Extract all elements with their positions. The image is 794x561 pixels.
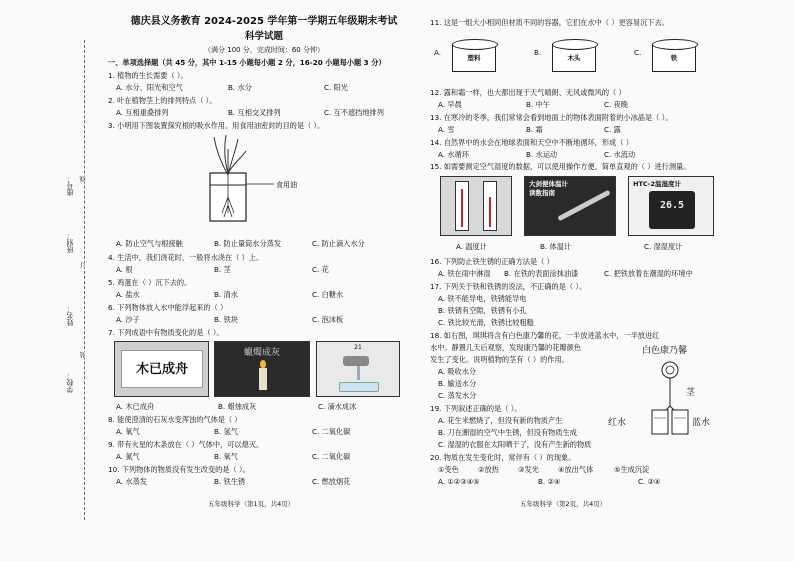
- question-18-line-2: 水中。静置几天后观察，发现康乃馨的花瓣颜色: [430, 343, 581, 352]
- option-c[interactable]: C. 花: [312, 265, 329, 274]
- option-b[interactable]: B. 防止量筒水分蒸发: [214, 239, 282, 248]
- question-13-stem: 13. 在寒冷的冬季，我们常常会看到地面上的物体表面附着的小冰晶是（ ）。: [430, 113, 673, 122]
- option-b[interactable]: B. 铁锈有空隙，铁锈有小孔: [438, 306, 527, 315]
- option-b[interactable]: B. ②④: [538, 477, 561, 486]
- idiom-a-text: 木已成舟: [121, 350, 203, 388]
- question-3-stem: 3. 小明用下图装置探究根的吸水作用。用食用油密封的目的是（ ）。: [108, 121, 325, 130]
- question-19-stem: 19. 下列叙述正确的是（ ）。: [430, 404, 522, 413]
- red-water-cup: [652, 410, 668, 434]
- body-thermometer-icon: [557, 190, 611, 222]
- question-3-options: [116, 239, 365, 248]
- option-b[interactable]: B. 清水: [214, 290, 238, 299]
- question-20-options: [438, 477, 660, 486]
- phenomenon-item: ②放热: [478, 465, 499, 474]
- blue-water-label: 蓝水: [692, 418, 711, 428]
- phenomenon-item: ⑤生成沉淀: [614, 465, 650, 474]
- question-4-stem: 4. 生活中，我们浇花时，一般将水浇在（ ）上。: [108, 253, 264, 262]
- option-b[interactable]: B. 铁块: [214, 315, 238, 324]
- carnation-flower-icon: [662, 362, 678, 378]
- binding-margin: [0, 0, 95, 561]
- option-b[interactable]: B. 氢气: [214, 427, 238, 436]
- question-6-options: [116, 315, 343, 324]
- mercury-column-right: [489, 197, 491, 227]
- phenomenon-item: ③发光: [518, 465, 539, 474]
- question-14-stem: 14. 自然界中的水会在地球表面和天空中不断地循环，形成（ ）: [430, 138, 633, 147]
- question-5-stem: 5. 鸡蛋在（ ）沉下去的。: [108, 278, 192, 287]
- page-2-footer: 五年级科学（第2页，共4页）: [520, 500, 607, 508]
- option-c[interactable]: C. 湿湿度计: [644, 242, 683, 251]
- option-b[interactable]: B. 氧气: [214, 452, 238, 461]
- section-1-heading: 一、单项选择题（共 45 分，其中 1-15 小题每小题 2 分，16-20 小题每小题 3 分）: [108, 58, 386, 67]
- wood-cup: [552, 44, 596, 72]
- option-a[interactable]: A. ①②③④⑤: [438, 477, 480, 486]
- question-9-stem: 9. 带有火星的木条放在（ ）气体中，可以熄灭。: [108, 440, 264, 449]
- question-6-stem: 6. 下列物体放入水中能浮起来的（ ）: [108, 303, 228, 312]
- question-2-options: [116, 108, 384, 117]
- margin-mark-line: 线: [80, 176, 87, 182]
- option-a[interactable]: A. 温度计: [456, 242, 487, 251]
- option-a[interactable]: A. 雪: [438, 125, 455, 134]
- page-1-footer: 五年级科学（第1页，共4页）: [208, 500, 295, 508]
- option-a[interactable]: A. 互相重叠排列: [116, 108, 169, 117]
- question-7-options: [116, 402, 356, 411]
- option-b[interactable]: B. 水分: [228, 83, 252, 92]
- option-c[interactable]: C. 互不遮挡地排列: [324, 108, 384, 117]
- question-16-stem: 16. 下列防止铁生锈的正确方法是（ ）: [430, 257, 554, 266]
- option-a-mark[interactable]: A.: [434, 48, 442, 57]
- question-15-options: [456, 242, 682, 251]
- question-2-stem: 2. 叶在植物茎上的排列特点（ ）。: [108, 96, 217, 105]
- question-12-stem: 12. 露和霜一样，也大都出现于天气晴朗、无风或微风的（ ）: [430, 88, 626, 97]
- score-note: （满分 100 分，完成时间：60 分钟）: [204, 46, 324, 54]
- question-20-items: [438, 465, 649, 474]
- hygrometer-screen: [649, 191, 695, 229]
- option-c[interactable]: C. 滴水成冰: [318, 402, 357, 411]
- question-13-options: [438, 125, 621, 134]
- faucet-icon: [343, 356, 369, 366]
- question-11-stem: 11. 这是一组大小相同但材质不同的容器，它们在水中（ ）更容易沉下去。: [430, 18, 669, 27]
- question-8-stem: 8. 能使澄清的石灰水变浑浊的气体是（ ）: [108, 415, 242, 424]
- exam-title: 德庆县义务教育 2024-2025 学年第一学期五年级期末考试: [130, 16, 398, 27]
- cut-line: [84, 40, 85, 520]
- thermometer-image: [440, 176, 512, 236]
- idiom-image-b: [214, 341, 310, 397]
- question-12-options: [438, 100, 628, 109]
- option-a[interactable]: A. 防止空气与根接触: [116, 239, 183, 248]
- body-thermometer-image: [524, 176, 616, 236]
- option-c[interactable]: C. 夜晚: [604, 100, 628, 109]
- stem-label: 茎: [686, 388, 696, 398]
- idiom-image-c: [316, 341, 400, 397]
- ice-icon: [339, 382, 379, 392]
- hygrometer-image: [628, 176, 714, 236]
- page-2: [430, 0, 760, 561]
- option-b-mark[interactable]: B.: [534, 48, 542, 57]
- question-9-options: [116, 452, 350, 461]
- option-a[interactable]: A. 铁不能导电，铁锈能导电: [438, 294, 527, 303]
- idiom-b-text: 蠟燭成灰: [243, 348, 280, 358]
- oil-label: 食用油: [276, 181, 297, 189]
- option-a[interactable]: A. 水蒸发: [116, 477, 147, 486]
- plastic-label: 塑料: [467, 54, 481, 62]
- idiom-image-a: [114, 341, 209, 397]
- option-a[interactable]: A. 氮气: [116, 452, 140, 461]
- plant-leaves: [214, 135, 246, 175]
- red-water-label: 红水: [608, 418, 627, 428]
- margin-mark-bind: 装: [80, 352, 87, 358]
- option-c[interactable]: C. ②④: [638, 477, 661, 486]
- question-15-stem: 15. 如需要测定空气湿度的数据，可以使用操作方便、简单直观的（ ）进行测量。: [430, 162, 691, 171]
- page-1: [108, 0, 420, 561]
- option-b[interactable]: B. 互相交叉排列: [228, 108, 281, 117]
- question-14-options: [438, 150, 635, 159]
- option-c[interactable]: C. 二氧化碳: [312, 427, 351, 436]
- iron-cup: [652, 44, 696, 72]
- option-c[interactable]: C. 湿湿的衣服在太阳晒干了，没有产生新的物质: [438, 440, 592, 449]
- option-c[interactable]: C. 二氧化碳: [312, 452, 351, 461]
- option-b[interactable]: B. 霜: [526, 125, 543, 134]
- option-a[interactable]: A. 木已成舟: [116, 402, 155, 411]
- option-b[interactable]: B. 茎: [214, 265, 231, 274]
- question-17-stem: 17. 下列关于铁和铁锈的说法，不正确的是（ ）。: [430, 282, 587, 291]
- question-10-options: [116, 477, 350, 486]
- class-label: 班别：: [66, 232, 74, 253]
- option-c[interactable]: C. 燃放烟花: [312, 477, 351, 486]
- iron-label: 铁: [670, 54, 678, 62]
- hygrometer-reading: 26.5: [659, 200, 685, 211]
- phenomenon-item: ④放出气体: [558, 465, 594, 474]
- question-16-options: [438, 269, 693, 278]
- blue-water-cup: [672, 410, 688, 434]
- exam-subtitle: 科学试题: [244, 31, 283, 42]
- carnation-label: 白色康乃馨: [642, 346, 688, 356]
- name-label: 姓名：: [66, 305, 74, 326]
- flame-icon: [260, 360, 266, 368]
- mercury-column-left: [461, 189, 463, 227]
- question-7-stem: 7. 下列成语中有物质变化的是（ ）。: [108, 328, 224, 337]
- option-c[interactable]: C. 铁比较光滑，铁锈比较粗糙: [438, 318, 534, 327]
- body-thermometer-title: 大剑便体温计: [529, 180, 568, 188]
- school-label: 学校：: [66, 372, 74, 393]
- option-c[interactable]: C. 水流动: [604, 150, 636, 159]
- candle-icon: [259, 368, 267, 390]
- option-c-mark[interactable]: C.: [634, 48, 642, 57]
- question-1-options: [116, 83, 348, 92]
- question-18-line-3: 发生了变化。说明植物的茎有（ ）的作用。: [430, 355, 569, 364]
- question-1-stem: 1. 植物的生长需要（ ）。: [108, 71, 188, 80]
- question-20-stem: 20. 物质在发生变化时，常伴有（ ）的现象。: [430, 453, 576, 462]
- option-a[interactable]: A. 水循环: [438, 150, 469, 159]
- option-c[interactable]: C. 防止滴入水分: [312, 239, 365, 248]
- option-b[interactable]: B. 中午: [526, 100, 550, 109]
- option-b[interactable]: B. 蜡烛成灰: [218, 402, 257, 411]
- option-a[interactable]: A. 沙子: [116, 315, 140, 324]
- image-number: 21: [354, 344, 362, 351]
- water-drip-icon: [357, 366, 360, 380]
- option-a[interactable]: A. 水分、阳光和空气: [116, 83, 183, 92]
- option-a[interactable]: A. 吸收水分: [438, 367, 477, 376]
- question-8-options: [116, 427, 350, 436]
- option-a[interactable]: A. 花生米燃烧了，但没有新的物质产生: [438, 416, 563, 425]
- option-c[interactable]: C. 白糖水: [312, 290, 344, 299]
- option-a[interactable]: A. 氧气: [116, 427, 140, 436]
- option-c[interactable]: C. 蒸发水分: [438, 391, 477, 400]
- question-5-options: [116, 290, 343, 299]
- option-a[interactable]: A. 铁在雨中淋湿: [438, 269, 491, 278]
- wood-label: 木头: [567, 54, 581, 62]
- option-c[interactable]: C. 把铁放着在潮湿的环境中: [604, 269, 693, 278]
- option-b[interactable]: B. 体温计: [540, 242, 572, 251]
- option-c[interactable]: C. 阳光: [324, 83, 348, 92]
- plastic-cup: [452, 44, 496, 72]
- option-b[interactable]: B. 输送水分: [438, 379, 477, 388]
- question-18-line-1: 18. 如右图，琪琪将含有白色康乃馨的花，一半放进蓝水中，一半放进红: [430, 331, 660, 340]
- option-c[interactable]: C. 泡沫板: [312, 315, 344, 324]
- option-b[interactable]: B. 水运动: [526, 150, 558, 159]
- seat-number-label: 座号：: [66, 175, 74, 196]
- question-10-stem: 10. 下列物体的物质没有发生改变的是（ ）。: [108, 465, 250, 474]
- root-experiment-diagram: [204, 135, 314, 227]
- option-a[interactable]: A. 早晨: [438, 100, 462, 109]
- body-thermometer-subtitle: 读数指南: [529, 189, 555, 197]
- option-a[interactable]: A. 根: [116, 265, 133, 274]
- margin-mark-order: 订: [80, 262, 87, 268]
- option-a[interactable]: A. 盐水: [116, 290, 140, 299]
- question-4-options: [116, 265, 329, 274]
- hygrometer-title: HTC-2温湿度计: [633, 180, 682, 188]
- option-b[interactable]: B. 铁生锈: [214, 477, 246, 486]
- option-b[interactable]: B. 刀在潮湿的空气中生锈，但没有物质生成: [438, 428, 577, 437]
- phenomenon-item: ①变色: [438, 465, 459, 474]
- option-b[interactable]: B. 在铁的表面涂抹油漆: [504, 269, 579, 278]
- option-c[interactable]: C. 露: [604, 125, 621, 134]
